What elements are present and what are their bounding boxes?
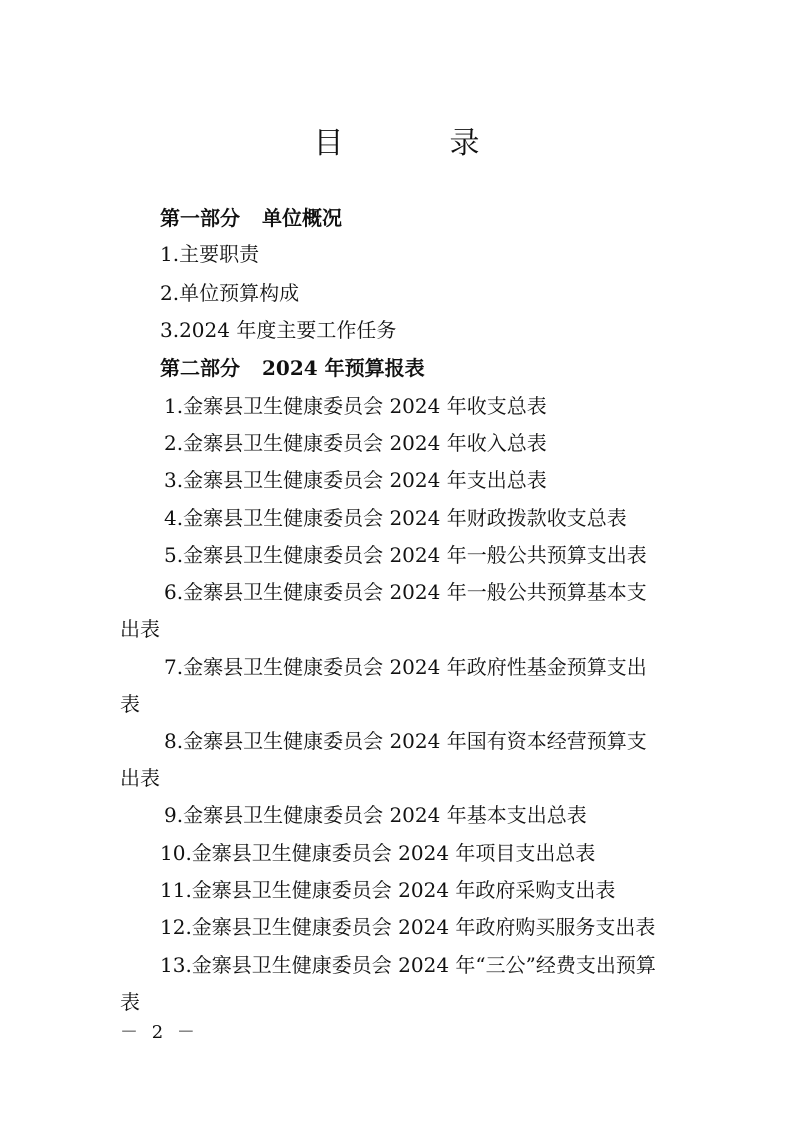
part1-heading (160, 205, 342, 231)
toc-entry: 4.金寨县卫生健康委员会 2024 年财政拨款收支总表 (164, 506, 627, 530)
toc-entry: 2.金寨县卫生健康委员会 2024 年收入总表 (164, 431, 547, 455)
toc-entry-continuation: 表 (120, 692, 140, 716)
toc-entry: 12.金寨县卫生健康委员会 2024 年政府购买服务支出表 (160, 915, 656, 939)
part2-label: 第二部分 (160, 356, 240, 380)
toc-entry: 1.金寨县卫生健康委员会 2024 年收支总表 (164, 394, 547, 418)
part2-heading (160, 355, 425, 381)
toc-entry: 13.金寨县卫生健康委员会 2024 年“三公”经费支出预算 (160, 953, 656, 977)
toc-entry: 11.金寨县卫生健康委员会 2024 年政府采购支出表 (160, 878, 616, 902)
toc-entry-continuation: 表 (120, 990, 140, 1014)
part1-item: 3.2024 年度主要工作任务 (160, 318, 397, 342)
part1-item: 1.主要职责 (160, 242, 260, 266)
part1-label: 第一部分 (160, 206, 240, 230)
toc-entry: 7.金寨县卫生健康委员会 2024 年政府性基金预算支出 (164, 655, 647, 679)
toc-entry: 10.金寨县卫生健康委员会 2024 年项目支出总表 (160, 841, 596, 865)
toc-entry: 3.金寨县卫生健康委员会 2024 年支出总表 (164, 468, 547, 492)
toc-entry-continuation: 出表 (120, 766, 160, 790)
part1-item: 2.单位预算构成 (160, 281, 300, 305)
toc-entry: 8.金寨县卫生健康委员会 2024 年国有资本经营预算支 (164, 729, 647, 753)
toc-entry-continuation: 出表 (120, 617, 160, 641)
page-title: 目 录 (313, 126, 518, 161)
toc-entry: 6.金寨县卫生健康委员会 2024 年一般公共预算基本支 (164, 580, 647, 604)
toc-entry: 9.金寨县卫生健康委员会 2024 年基本支出总表 (164, 803, 587, 827)
part2-name: 2024 年预算报表 (262, 356, 425, 380)
part1-name: 单位概况 (262, 206, 342, 230)
page-number: － 2 － (120, 1022, 199, 1043)
toc-entry: 5.金寨县卫生健康委员会 2024 年一般公共预算支出表 (164, 543, 647, 567)
